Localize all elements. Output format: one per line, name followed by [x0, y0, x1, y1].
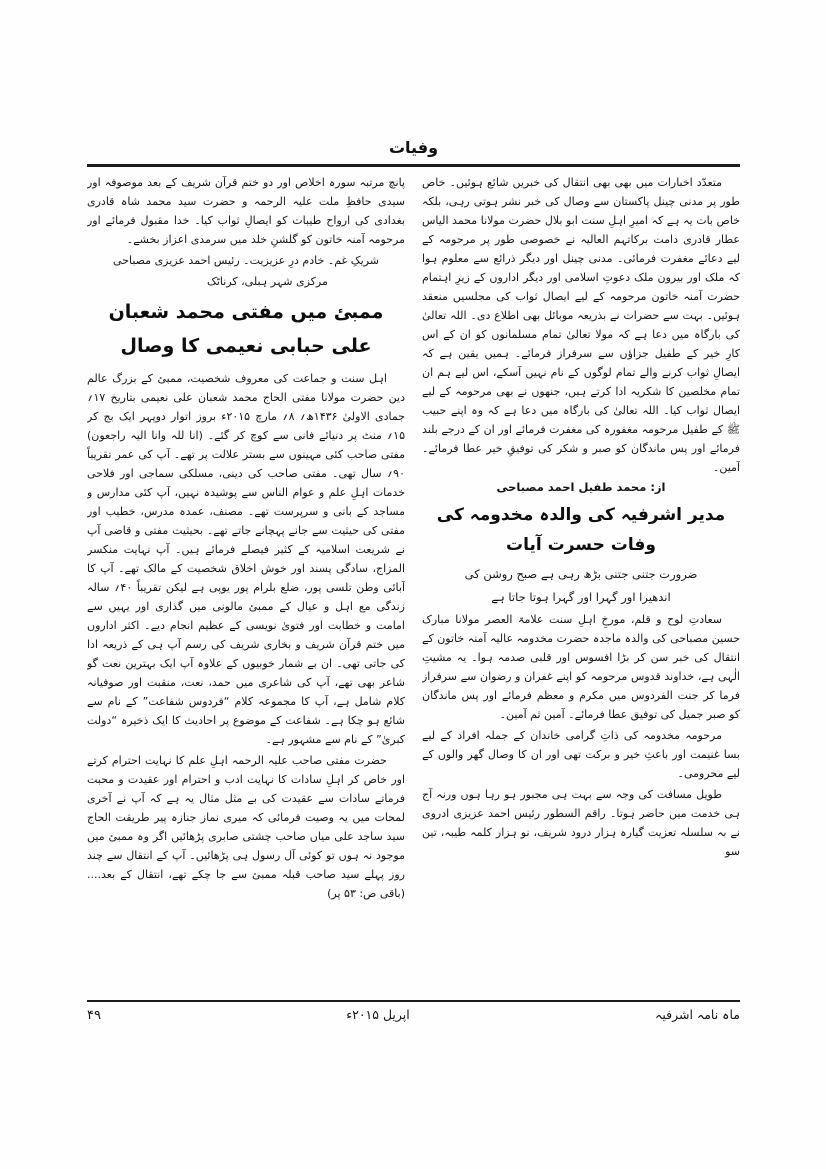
footer-page-number: ۴۹ [87, 1008, 101, 1023]
tribute-paragraph: طویل مسافت کی وجہ سے بہت ہی مجبور ہو رہا ہوں ورنہ آج ہی خدمت میں حاضر ہوتا۔ راقم السطور رئیس احمد عزیزی ادروی نے بہ سلسلہ تعزیت گیارہ ہزار درود شریف، نو ہزار کلمہ طیبہ، تین سو [422, 788, 740, 858]
mufti-biography-paragraph: اہل سنت و جماعت کی معروف شخصیت، ممبئ کے بزرگ عالم دین حضرت مولانا مفتی الحاج محمد شعبان علی نعیمی بتاریخ ۱۷؍ جمادی الاولیٰ ۱۴۳۶ھ؍ ۸؍ مارچ ۲۰۱۵ء بروز اتوار دوپہر ایک بج کر ۱۵؍ منٹ پر دنیائے فانی سے کوچ کر گئے۔ (انا للہ وانا الیہ راجعون) مفتی صاحب کئی مہینوں سے بستر علالت پر تھے۔ آپ کی عمر تقریباً ۹۰؍ سال تھی۔ مفتی صاحب کی دینی، مسلکی سماجی اور فلاحی خدمات اہلِ علم و عوام الناس سے پوشیدہ نہیں، آپ کئی مدارس و مساجد کے بانی و سرپرست تھے۔ مصنف، عمدہ مدرس، خطیب اور مفتی کی حیثیت سے جانے پہچانے جاتے تھے۔ بحیثیت مفتی و قاضی آپ نے شریعت اسلامیہ کے کثیر فیصلے فرمائے ہیں۔ آپ نہایت منکسر المزاج، سادگی پسند اور خوش اخلاق شخصیت کے مالک تھے۔ آپ کا آبائی وطن تلسی پور، ضلع بلرام پور یوپی ہے لیکن تقریباً ۴۰؍ سالہ زندگی مع اہل و عیال کے ممبئ مالونی میں گذاری اور یہیں سے امامت و خطابت اور فتویٰ نویسی کے عظیم انجام دیے۔ اکثر اداروں میں ختم قرآن شریف و بخاری شریف کی رسم آپ ہی کے ذریعہ ادا کی جاتی تھی۔ ان بے شمار خوبیوں کے علاوہ آپ ایک بہترین نعت گو شاعر بھی تھے، آپ کی شاعری میں حمد، نعت، منقبت اور صوفیانہ کلام شامل ہے، آپ کا مجموعہ کلام “فردوس شفاعت” کے نام سے شائع ہو چکا ہے۔ شفاعت کے موضوع پر احادیث کا ایک ذخیرہ “دولت کبریٰ” کے نام سے مشہور ہے۔ [87, 372, 405, 746]
isal-e-sawab-paragraph: پانچ مرتبہ سورہ اخلاص اور دو ختم قرآن شریف کے بعد موصوفہ اور سیدی حافظِ ملت علیہ الرحمہ و حضرت سید محمد شاہ قادری بغدادی کی ارواح طیبات کو ایصالِ ثواب کیا۔ خدا مقبول فرمائے اور مرحومہ آمنہ خاتون کو گلشنِ خلد میں سرمدی اعزاز بخشے۔ [87, 176, 405, 246]
footer-issue-date: اپریل ۲۰۱۵ء [346, 1007, 410, 1022]
column-left [87, 173, 405, 991]
page-footer [87, 1000, 740, 1023]
family-loss-paragraph: مرحومہ مخدومہ کی ذاتِ گرامی خاندان کے جملہ افراد کے لیے بسا غنیمت اور باعثِ خیر و برکت تھی اور ان کا وصال گھر والوں کے لیے محرومی۔ [422, 729, 740, 780]
page-header [87, 138, 740, 157]
verse-line-2: اندھیرا اور گہرا اور گہرا ہوتا جاتا ہے [491, 590, 671, 604]
footer-magazine-title: ماہ نامہ اشرفیہ [655, 1007, 740, 1022]
page-title: وفیات [388, 138, 439, 157]
column-right [422, 173, 740, 991]
obituary-heading-mufti-shaban: ممبئ میں مفتی محمد شعبان علی حبابی نعیمی کا وصال [108, 301, 384, 357]
article-columns [87, 173, 740, 991]
obituary-heading-editor-mother: مدیر اشرفیہ کی والدہ مخدومہ کی وفات حسرت آیات [436, 505, 726, 555]
obituary-news-paragraph: متعدّد اخبارات میں بھی بھی انتقال کی خبریں شائع ہوئیں۔ خاص طور پر مدنی چینل پاکستان سے وصال کی خبر نشر ہوتی رہی، بلکہ خاص بات یہ ہے کہ امیرِ اہلِ سنت ابو بلال حضرت مولانا محمد الیاس عطار قادری دامت برکاتہم العالیہ نے خصوصی طور پر مرحومہ کے لیے دعائے مغفرت فرمائی۔ مدنی چینل اور دیگر ذرائع سے معلوم ہوا کہ ملک اور بیرون ملک دعوتِ اسلامی اور دیگر اداروں کے زیرِ اہتمام حضرت آمنہ خاتون مرحومہ کے لیے ایصال ثواب کی مجلسیں منعقد ہوئیں۔ بہت سے حضرات نے بذریعہ موبائل بھی اطلاع دی۔ اللہ تعالیٰ کی بارگاہ میں دعا ہے کہ مولا تعالیٰ تمام مسلمانوں کو ان کے اس کارِ خیر کے طفیل جزاؤں سے سرفراز فرمائے۔ ہمیں یقین ہے کہ ایصالِ ثواب کرنے والے تمام لوگوں کے نام نہیں آسکے، اس لیے ہم ان تمام مخلصین کا شکریہ ادا کرتے ہیں، جنھوں نے بھی مرحومہ کے لیے ایصال ثواب کیا۔ اللہ تعالیٰ کی بارگاہ میں دعا ہے کہ وہ اپنے حبیب ﷺ کے طفیل مرحومہ مغفورہ کی مغفرت فرمائے اور ان کے درجے بلند فرمائے اور پس ماندگان کو صبر و شکر کی توفیقِ خیر عطا فرمائے۔ آمین۔ [422, 176, 740, 474]
condolence-signature: شریکِ غم۔ خادم درِ عزیزیت۔ رئیس احمد عزیزی مصباحی [113, 254, 379, 267]
header-rule [87, 164, 740, 167]
author-byline: از: محمد طفیل احمد مصباحی [496, 480, 666, 494]
signature-location: مرکزی شہر ہبلی، کرناٹک [207, 275, 328, 288]
verse-line-1: ضرورت جتنی جتنی بڑھ رہی ہے صبح روشن کی [464, 567, 698, 581]
mufti-wasiyat-paragraph: حضرت مفتی صاحب علیہ الرحمہ اہلِ علم کا نہایت احترام کرتے اور خاص کر اہلِ سادات کا نہایت ادب و احترام اور عقیدت و محبت فرماتے سادات سے عقیدت کی بے مثل مثال یہ ہے کہ آپ نے آخری لمحات میں یہ وصیت فرمائی کہ میری نماز جنازہ پیر طریقت الحاج سید ساجد علی میاں صاحب چشتی صابری پڑھائیں اگر وہ ممبئ میں موجود نہ ہوں تو کوئی آل رسول ہی پڑھائیں۔ آپ کے انتقال سے چند روز پہلے سید صاحب قبلہ ممبئ سے جا چکے تھے، انتقال کے بعد....(باقی ص: ۵۳ پر) [87, 754, 405, 900]
condolence-paragraph: سعادتِ لوح و قلم، مورخِ اہلِ سنت علامۃ العصر مولانا مبارک حسین مصباحی کی والدہ ماجدہ حضرت مخدومہ عالیہ آمنہ خاتون کے انتقال کی خبر سن کر بڑا افسوس اور قلبی صدمہ ہوا۔ یہ مشیتِ الٰہی ہے، خداوند قدوس مرحومہ کو اپنے غفران و رضوان سے سرفراز فرما کر جنت الفردوس میں مکرم و معظم فرمائے اور پس ماندگان کو صبر جمیل کی توفیق عطا فرمائے۔ آمین ثم آمین۔ [422, 613, 740, 721]
